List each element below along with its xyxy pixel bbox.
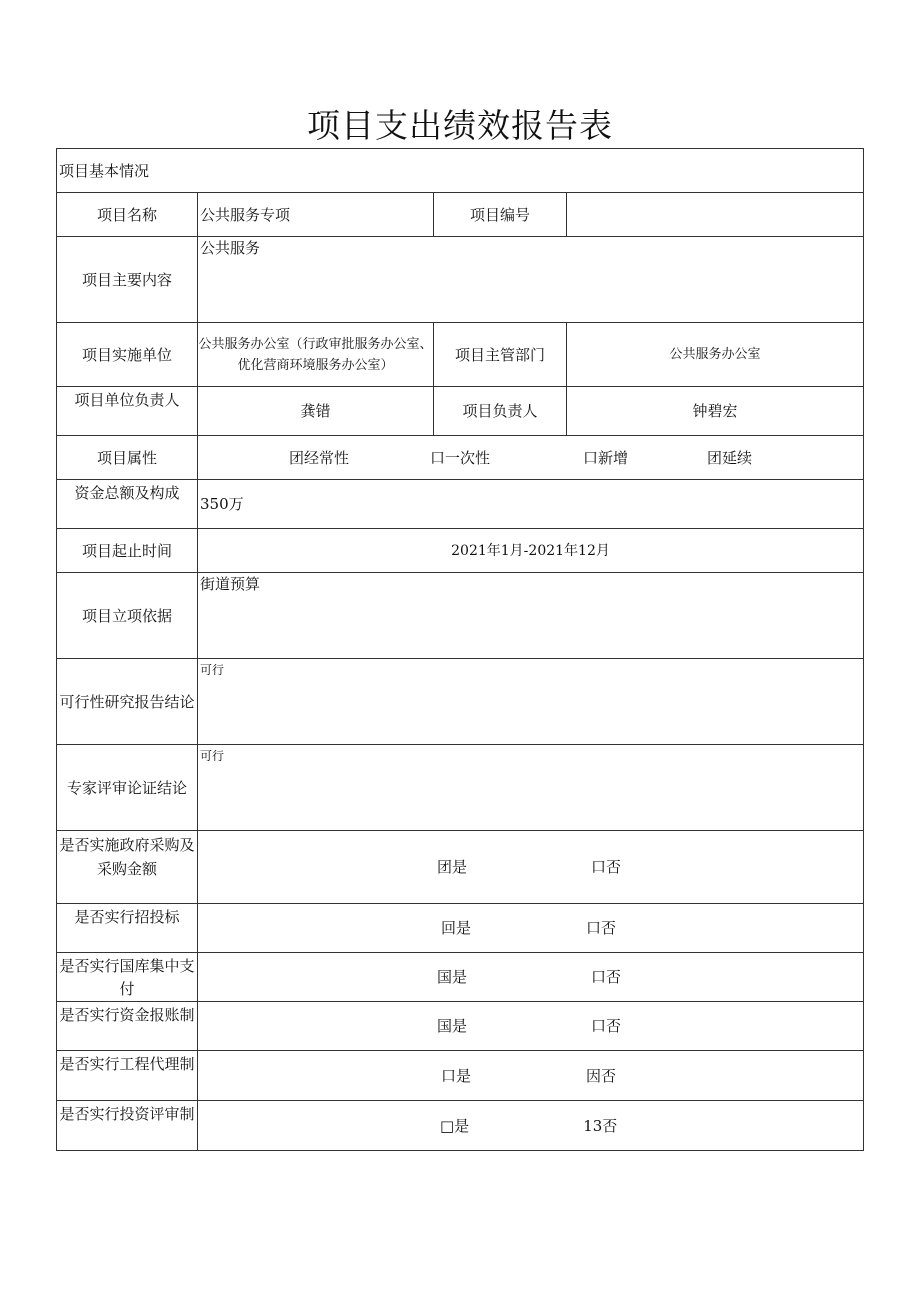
tendering-options [198, 904, 864, 953]
implementing-unit-label: 项目实施单位 [57, 323, 198, 387]
feasibility-row [57, 659, 864, 745]
project-head-label: 项目负责人 [434, 387, 567, 436]
attr-option-continued[interactable]: 团延续 [707, 448, 753, 467]
main-content-value[interactable]: 公共服务 [198, 237, 864, 323]
expert-review-label: 专家评审论证结论 [57, 745, 198, 831]
performance-report-form [56, 148, 864, 1151]
funds-label: 资金总额及构成 [57, 480, 198, 529]
investment-review-no-option[interactable]: 13否 [583, 1116, 618, 1135]
project-attribute-row [57, 436, 864, 480]
supervising-dept-label: 项目主管部门 [434, 323, 567, 387]
project-head-value[interactable]: 钟碧宏 [567, 387, 864, 436]
main-content-row [57, 237, 864, 323]
funds-row [57, 480, 864, 529]
expert-review-value[interactable]: 可行 [198, 745, 864, 831]
project-name-value[interactable]: 公共服务专项 [198, 193, 434, 237]
page-title: 项目支出绩效报告表 [307, 106, 613, 145]
period-label: 项目起止时间 [57, 529, 198, 573]
reimbursement-yes-option[interactable]: 国是 [437, 1017, 468, 1035]
procurement-no-option[interactable]: 口否 [591, 858, 622, 876]
implementing-unit-row [57, 323, 864, 387]
tendering-yes-option[interactable]: 回是 [441, 919, 472, 937]
basis-row [57, 573, 864, 659]
basis-value[interactable]: 街道预算 [198, 573, 864, 659]
project-name-row [57, 193, 864, 237]
unit-head-value[interactable]: 龚错 [198, 387, 434, 436]
procurement-options [198, 831, 864, 904]
treasury-payment-row [57, 953, 864, 1002]
procurement-yes-option[interactable]: 团是 [437, 858, 468, 876]
project-code-value[interactable] [567, 193, 864, 237]
agency-row [57, 1051, 864, 1101]
reimbursement-label: 是否实行资金报账制 [57, 1002, 198, 1051]
investment-review-label: 是否实行投资评审制 [57, 1101, 198, 1151]
procurement-row [57, 831, 864, 904]
expert-review-row [57, 745, 864, 831]
project-code-label: 项目编号 [434, 193, 567, 237]
tendering-no-option[interactable]: 口否 [586, 919, 617, 937]
investment-review-options [198, 1101, 864, 1151]
reimbursement-options [198, 1002, 864, 1051]
attr-option-recurring[interactable]: 团经常性 [289, 448, 350, 467]
treasury-payment-yes-option[interactable]: 国是 [437, 968, 468, 986]
project-name-label: 项目名称 [57, 193, 198, 237]
investment-review-row [57, 1101, 864, 1151]
procurement-label: 是否实施政府采购及采购金额 [57, 831, 198, 904]
agency-label: 是否实行工程代理制 [57, 1051, 198, 1101]
main-content-label: 项目主要内容 [57, 237, 198, 323]
treasury-payment-label: 是否实行国库集中支付 [57, 953, 198, 1002]
reimbursement-no-option[interactable]: 口否 [591, 1017, 622, 1035]
implementing-unit-value[interactable]: 公共服务办公室（行政审批服务办公室、优化营商环境服务办公室） [198, 323, 434, 387]
section-row [57, 149, 864, 193]
period-value[interactable]: 2021年1月-2021年12月 [198, 529, 864, 573]
unit-head-label: 项目单位负责人 [57, 387, 198, 436]
feasibility-label: 可行性研究报告结论 [57, 659, 198, 745]
basis-label: 项目立项依据 [57, 573, 198, 659]
agency-yes-option[interactable]: 口是 [441, 1066, 472, 1085]
tendering-label: 是否实行招投标 [57, 904, 198, 953]
attr-option-new[interactable]: 口新增 [583, 448, 629, 467]
period-row [57, 529, 864, 573]
section-heading: 项目基本情况 [57, 149, 864, 193]
funds-value[interactable]: 350万 [198, 480, 864, 529]
supervising-dept-value[interactable]: 公共服务办公室 [567, 323, 864, 387]
treasury-payment-no-option[interactable]: 口否 [591, 968, 622, 986]
project-attribute-options [198, 436, 864, 480]
attr-option-one-time[interactable]: 口一次性 [430, 448, 491, 467]
project-attribute-label: 项目属性 [57, 436, 198, 480]
investment-review-yes-option[interactable]: □是 [440, 1116, 470, 1135]
reimbursement-row [57, 1002, 864, 1051]
feasibility-value[interactable]: 可行 [198, 659, 864, 745]
agency-no-option[interactable]: 因否 [586, 1066, 617, 1085]
treasury-payment-options [198, 953, 864, 1002]
tendering-row [57, 904, 864, 953]
agency-options [198, 1051, 864, 1101]
responsible-persons-row [57, 387, 864, 436]
